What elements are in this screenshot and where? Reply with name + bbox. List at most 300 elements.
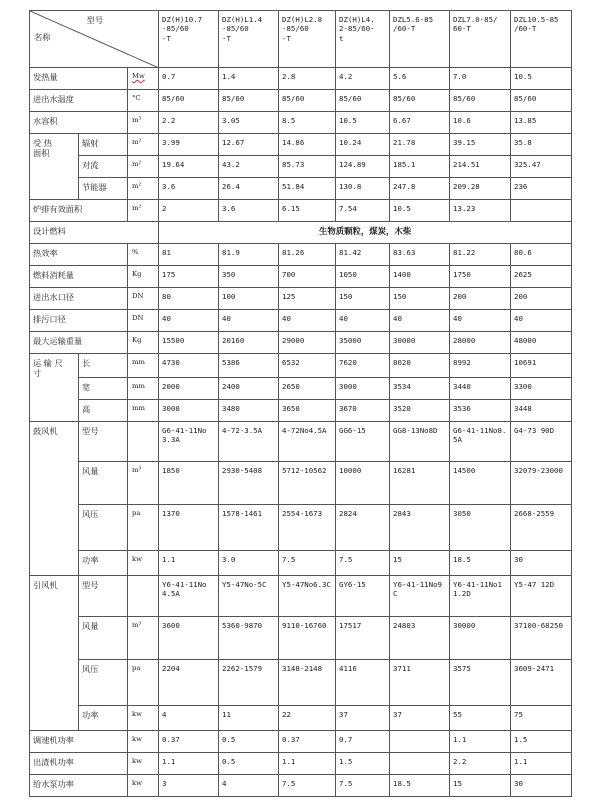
induced_fan-power-row (30, 706, 572, 731)
blower-power-row (30, 551, 572, 576)
blower-model-value: G6-41-11No8.5A (450, 422, 511, 462)
heating_area-economizer-value: 247.8 (390, 178, 450, 200)
drain_diameter-value: 40 (279, 310, 336, 332)
efficiency-value: 81.9 (219, 244, 279, 266)
model-header-line: DZ(H)L2.8 (282, 15, 323, 24)
max_transport_weight-row (30, 332, 572, 354)
slag_remover_power-value: 2.2 (450, 753, 511, 775)
heating_area-radiation-value: 12.67 (219, 134, 279, 156)
efficiency-label: 热效率 (30, 244, 128, 266)
induced_fan-power-value: 37 (336, 706, 390, 731)
slag_remover_power-value: 0.5 (219, 753, 279, 775)
max_transport_weight-label: 最大运输重量 (30, 332, 128, 354)
transport_size-height-value: 3650 (279, 400, 336, 422)
model-header-line: -85/60 (222, 24, 249, 34)
blower-power-value: 7.5 (279, 551, 336, 576)
blower-power-label: 功率 (79, 551, 128, 576)
grate_area-value: 6.15 (279, 200, 336, 222)
efficiency-value: 81 (159, 244, 219, 266)
blower-air_pressure-value: 1370 (159, 505, 219, 551)
heating_area-economizer-value: 51.84 (279, 178, 336, 200)
model-header (511, 11, 572, 68)
induced_fan-power-value: 55 (450, 706, 511, 731)
speed_regulator_power-value: 0.5 (219, 731, 279, 753)
induced_fan-air_pressure-unit: pa (128, 660, 159, 706)
water_volume-value: 10.5 (336, 112, 390, 134)
boiler-spec-table (29, 10, 572, 797)
blower-air_volume-value: 16281 (390, 462, 450, 505)
speed_regulator_power-value: 1.5 (511, 731, 572, 753)
transport_size-length-value: 10691 (511, 354, 572, 378)
fuel_consumption-unit: Kg (128, 266, 159, 288)
model-header-line: -85/60 (282, 24, 309, 34)
heating_area-convection-value: 124.89 (336, 156, 390, 178)
heat_output-value: 2.8 (279, 68, 336, 90)
blower-group-label-line: 鼓风机 (33, 426, 58, 436)
water_temp-value: 85/60 (219, 90, 279, 112)
blower-group-label (30, 422, 79, 576)
drain_diameter-row (30, 310, 572, 332)
grate_area-value: 10.5 (390, 200, 450, 222)
blower-model-unit (128, 422, 159, 462)
induced_fan-power-value: 11 (219, 706, 279, 731)
feed_pump_power-unit: kw (128, 775, 159, 797)
induced_fan-air_pressure-value: 3711 (390, 660, 450, 706)
inlet_outlet_diameter-value: 150 (336, 288, 390, 310)
transport_size-width-label: 宽 (79, 378, 128, 400)
heating_area-convection-unit: m² (128, 156, 159, 178)
fuel_consumption-value: 175 (159, 266, 219, 288)
blower-air_volume-row (30, 462, 572, 505)
model-header-line: /60-T (514, 24, 537, 34)
drain_diameter-value: 40 (450, 310, 511, 332)
efficiency-value: 80.6 (511, 244, 572, 266)
induced_fan-air_pressure-row (30, 660, 572, 706)
model-header-line: -T (222, 33, 231, 43)
induced_fan-model-value: Y5-47No-5C (219, 576, 279, 617)
drain_diameter-value: 40 (219, 310, 279, 332)
water_volume-unit: m³ (128, 112, 159, 134)
induced_fan-model-value: Y5-47 12D (511, 576, 572, 617)
model-header-line: 2-85/60- (339, 24, 375, 34)
heating_area-convection-label: 对流 (79, 156, 128, 178)
max_transport_weight-value: 28000 (450, 332, 511, 354)
grate_area-unit: m² (128, 200, 159, 222)
heating_area-economizer-label: 节能器 (79, 178, 128, 200)
blower-model-value: G6-41-11No3.3A (159, 422, 219, 462)
model-header (219, 11, 279, 68)
heat_output-value: 0.7 (159, 68, 219, 90)
heating_area-radiation-value: 3.99 (159, 134, 219, 156)
model-header (336, 11, 390, 68)
heat_output-value: 5.6 (390, 68, 450, 90)
blower-model-value: G4-73 90D (511, 422, 572, 462)
induced_fan-air_volume-value: 9110-16760 (279, 617, 336, 660)
water_volume-value: 2.2 (159, 112, 219, 134)
grate_area-value (511, 200, 572, 222)
model-header (159, 11, 219, 68)
transport_size-height-label: 高 (79, 400, 128, 422)
induced_fan-air_volume-value: 5360-9870 (219, 617, 279, 660)
induced_fan-air_volume-value: 17517 (336, 617, 390, 660)
transport_size-height-row (30, 400, 572, 422)
transport_size-width-row (30, 378, 572, 400)
induced_fan-air_pressure-value: 3575 (450, 660, 511, 706)
induced_fan-model-row (30, 576, 572, 617)
water_temp-value: 85/60 (159, 90, 219, 112)
water_temp-unit: °C (128, 90, 159, 112)
transport_size-width-value: 3300 (511, 378, 572, 400)
blower-air_volume-value: 1850 (159, 462, 219, 505)
fuel_consumption-value: 1750 (450, 266, 511, 288)
efficiency-value: 81.26 (279, 244, 336, 266)
transport_size-length-unit: mm (128, 354, 159, 378)
drain_diameter-value: 40 (159, 310, 219, 332)
slag_remover_power-value: 1.1 (279, 753, 336, 775)
efficiency-value: 81.42 (336, 244, 390, 266)
water_temp-value: 85/60 (450, 90, 511, 112)
water_volume-value: 3.05 (219, 112, 279, 134)
transport_size-group-label-line: 寸 (33, 368, 42, 379)
max_transport_weight-value: 29000 (279, 332, 336, 354)
transport_size-length-label: 长 (79, 354, 128, 378)
blower-power-value: 7.5 (336, 551, 390, 576)
water_temp-value: 85/60 (279, 90, 336, 112)
induced_fan-air_volume-value: 30000 (450, 617, 511, 660)
header-corner-cell (30, 11, 159, 68)
heating_area-convection-value: 85.73 (279, 156, 336, 178)
header-model-label: 型号 (86, 15, 104, 25)
induced_fan-model-value: Y6-41-11No11.2D (450, 576, 511, 617)
inlet_outlet_diameter-value: 125 (279, 288, 336, 310)
heat_output-value: 7.0 (450, 68, 511, 90)
transport_size-height-value: 3000 (159, 400, 219, 422)
blower-model-label: 型号 (79, 422, 128, 462)
design_fuel-value: 生物质颗粒，煤炭，木柴 (159, 222, 572, 244)
max_transport_weight-value: 30000 (390, 332, 450, 354)
heating_area-economizer-value: 3.6 (159, 178, 219, 200)
water_volume-value: 13.85 (511, 112, 572, 134)
transport_size-height-value: 3448 (511, 400, 572, 422)
slag_remover_power-unit: kw (128, 753, 159, 775)
transport_size-length-value: 4730 (159, 354, 219, 378)
blower-power-value: 1.1 (159, 551, 219, 576)
design_fuel-row (30, 222, 572, 244)
heating_area-economizer-value: 209.28 (450, 178, 511, 200)
header-row (30, 11, 572, 68)
heating_area-radiation-row (30, 134, 572, 156)
water_temp-value: 85/60 (511, 90, 572, 112)
model-header-line: DZL7.0-85/ (453, 15, 498, 24)
blower-air_pressure-label: 风压 (79, 505, 128, 551)
efficiency-unit: % (128, 244, 159, 266)
transport_size-length-value: 6532 (279, 354, 336, 378)
model-header-line: -T (162, 33, 171, 43)
model-header-line: /60-T (393, 24, 416, 34)
heating_area-convection-value: 325.47 (511, 156, 572, 178)
blower-air_pressure-unit: pa (128, 505, 159, 551)
induced_fan-air_pressure-value: 3609-2471 (511, 660, 572, 706)
induced_fan-group-label-line: 引风机 (33, 580, 58, 590)
slag_remover_power-row (30, 753, 572, 775)
heat_output-value: 4.2 (336, 68, 390, 90)
blower-air_pressure-value: 2668-2559 (511, 505, 572, 551)
induced_fan-air_volume-unit: m³ (128, 617, 159, 660)
heat_output-value: 1.4 (219, 68, 279, 90)
transport_size-width-value: 2650 (279, 378, 336, 400)
drain_diameter-value: 40 (511, 310, 572, 332)
heat_output-row (30, 68, 572, 90)
heating_area-radiation-value: 39.15 (450, 134, 511, 156)
model-header-line: DZL5.6-85 (393, 15, 434, 24)
grate_area-row (30, 200, 572, 222)
water_volume-value: 6.67 (390, 112, 450, 134)
induced_fan-power-value: 22 (279, 706, 336, 731)
blower-air_volume-label: 风量 (79, 462, 128, 505)
water_temp-value: 85/60 (336, 90, 390, 112)
feed_pump_power-value: 4 (219, 775, 279, 797)
blower-air_pressure-row (30, 505, 572, 551)
water_temp-value: 85/60 (390, 90, 450, 112)
blower-power-value: 18.5 (450, 551, 511, 576)
transport_size-width-value: 3534 (390, 378, 450, 400)
water_volume-value: 8.5 (279, 112, 336, 134)
model-header (279, 11, 336, 68)
induced_fan-model-label: 型号 (79, 576, 128, 617)
feed_pump_power-value: 15 (450, 775, 511, 797)
induced_fan-air_pressure-value: 4116 (336, 660, 390, 706)
transport_size-length-row (30, 354, 572, 378)
heating_area-radiation-unit: m² (128, 134, 159, 156)
heating_area-economizer-unit: m² (128, 178, 159, 200)
feed_pump_power-value: 7.5 (336, 775, 390, 797)
transport_size-group-label-line: 运 输 尺 (33, 358, 63, 368)
model-header-line: DZ(H)L1.4 (222, 15, 263, 24)
heating_area-convection-value: 43.2 (219, 156, 279, 178)
transport_size-length-value: 7620 (336, 354, 390, 378)
feed_pump_power-value: 3 (159, 775, 219, 797)
fuel_consumption-value: 1050 (336, 266, 390, 288)
grate_area-label: 炉排有效面积 (30, 200, 128, 222)
blower-air_pressure-value: 2824 (336, 505, 390, 551)
fuel_consumption-value: 350 (219, 266, 279, 288)
header-name-label: 名称 (34, 32, 51, 42)
inlet_outlet_diameter-row (30, 288, 572, 310)
induced_fan-air_volume-label: 风量 (79, 617, 128, 660)
efficiency-row (30, 244, 572, 266)
water_temp-row (30, 90, 572, 112)
induced_fan-power-unit: kw (128, 706, 159, 731)
fuel_consumption-label: 燃料消耗量 (30, 266, 128, 288)
speed_regulator_power-value (390, 731, 450, 753)
efficiency-value: 83.63 (390, 244, 450, 266)
transport_size-length-value: 8020 (390, 354, 450, 378)
transport_size-height-value: 3520 (390, 400, 450, 422)
blower-air_volume-value: 2930-5408 (219, 462, 279, 505)
induced_fan-model-value: Y6-41-11No4.5A (159, 576, 219, 617)
model-header-line: 60-T (453, 24, 471, 34)
fuel_consumption-value: 1400 (390, 266, 450, 288)
blower-air_volume-unit: m³ (128, 462, 159, 505)
heating_area-economizer-value: 26.4 (219, 178, 279, 200)
induced_fan-power-value: 75 (511, 706, 572, 731)
blower-power-value: 30 (511, 551, 572, 576)
transport_size-width-unit: mm (128, 378, 159, 400)
inlet_outlet_diameter-value: 80 (159, 288, 219, 310)
heating_area-convection-value: 214.51 (450, 156, 511, 178)
induced_fan-air_volume-value: 37100-68250 (511, 617, 572, 660)
blower-air_volume-value: 32079-23000 (511, 462, 572, 505)
transport_size-length-value: 5386 (219, 354, 279, 378)
max_transport_weight-value: 48000 (511, 332, 572, 354)
induced_fan-power-value: 37 (390, 706, 450, 731)
blower-air_volume-value: 5712-10562 (279, 462, 336, 505)
transport_size-height-value: 3536 (450, 400, 511, 422)
slag_remover_power-label: 出渣机功率 (30, 753, 128, 775)
induced_fan-air_pressure-value: 2262-1579 (219, 660, 279, 706)
speed_regulator_power-value: 1.1 (450, 731, 511, 753)
heating_area-radiation-value: 14.86 (279, 134, 336, 156)
transport_size-group-label (30, 354, 79, 422)
heating_area-group-label-line: 面积 (33, 148, 50, 159)
induced_fan-model-value: GY6-15 (336, 576, 390, 617)
transport_size-height-unit: mm (128, 400, 159, 422)
model-header-line: DZ(H)10.7 (162, 15, 203, 24)
model-header-line: t (339, 33, 344, 43)
induced_fan-group-label (30, 576, 79, 731)
transport_size-width-value: 2400 (219, 378, 279, 400)
speed_regulator_power-row (30, 731, 572, 753)
feed_pump_power-row (30, 775, 572, 797)
blower-model-value: GG6-15 (336, 422, 390, 462)
induced_fan-power-value: 4 (159, 706, 219, 731)
fuel_consumption-value: 2625 (511, 266, 572, 288)
heating_area-radiation-value: 10.24 (336, 134, 390, 156)
speed_regulator_power-label: 调速机功率 (30, 731, 128, 753)
drain_diameter-label: 排污口径 (30, 310, 128, 332)
blower-power-value: 3.0 (219, 551, 279, 576)
drain_diameter-value: 40 (336, 310, 390, 332)
speed_regulator_power-value: 0.37 (159, 731, 219, 753)
heating_area-radiation-value: 35.8 (511, 134, 572, 156)
feed_pump_power-value: 30 (511, 775, 572, 797)
heat_output-value: 10.5 (511, 68, 572, 90)
induced_fan-air_volume-value: 3600 (159, 617, 219, 660)
drain_diameter-unit: DN (128, 310, 159, 332)
heating_area-convection-value: 19.64 (159, 156, 219, 178)
heating_area-group-label (30, 134, 79, 200)
heating_area-convection-row (30, 156, 572, 178)
fuel_consumption-value: 700 (279, 266, 336, 288)
heating_area-radiation-value: 21.78 (390, 134, 450, 156)
design_fuel-label: 设计燃料 (30, 222, 159, 244)
blower-model-value: 4-72-3.5A (219, 422, 279, 462)
heating_area-economizer-row (30, 178, 572, 200)
fuel_consumption-row (30, 266, 572, 288)
blower-model-value: GG8-13No8D (390, 422, 450, 462)
transport_size-width-value: 3440 (450, 378, 511, 400)
induced_fan-model-value: Y5-47No6.3C (279, 576, 336, 617)
inlet_outlet_diameter-unit: DN (128, 288, 159, 310)
induced_fan-air_pressure-value: 3148-2148 (279, 660, 336, 706)
blower-air_volume-value: 10000 (336, 462, 390, 505)
feed_pump_power-value: 7.5 (279, 775, 336, 797)
inlet_outlet_diameter-value: 200 (511, 288, 572, 310)
heating_area-radiation-label: 辐射 (79, 134, 128, 156)
heat_output-unit: Mw (128, 68, 159, 90)
drain_diameter-value: 40 (390, 310, 450, 332)
water_volume-label: 水容积 (30, 112, 128, 134)
transport_size-height-value: 3670 (336, 400, 390, 422)
speed_regulator_power-value: 0.37 (279, 731, 336, 753)
induced_fan-power-label: 功率 (79, 706, 128, 731)
model-header (450, 11, 511, 68)
blower-air_pressure-value: 2843 (390, 505, 450, 551)
feed_pump_power-label: 给水泵功率 (30, 775, 128, 797)
heating_area-convection-value: 185.1 (390, 156, 450, 178)
transport_size-width-value: 2000 (159, 378, 219, 400)
blower-model-value: 4-72No4.5A (279, 422, 336, 462)
grate_area-value: 2 (159, 200, 219, 222)
inlet_outlet_diameter-value: 150 (390, 288, 450, 310)
blower-power-value: 15 (390, 551, 450, 576)
slag_remover_power-value: 1.1 (511, 753, 572, 775)
model-header (390, 11, 450, 68)
heating_area-economizer-value: 236 (511, 178, 572, 200)
max_transport_weight-value: 35000 (336, 332, 390, 354)
slag_remover_power-value: 1.5 (336, 753, 390, 775)
heating_area-economizer-value: 130.8 (336, 178, 390, 200)
heating_area-group-label-line: 受 热 (33, 138, 52, 148)
model-header-line: DZ(H)L4. (339, 15, 375, 24)
model-header-line: -85/60 (162, 24, 189, 34)
induced_fan-air_pressure-value: 2204 (159, 660, 219, 706)
transport_size-height-value: 3480 (219, 400, 279, 422)
blower-model-row (30, 422, 572, 462)
blower-air_pressure-value: 1578-1461 (219, 505, 279, 551)
feed_pump_power-value: 18.5 (390, 775, 450, 797)
induced_fan-model-unit (128, 576, 159, 617)
induced_fan-model-value: Y6-41-11No9C (390, 576, 450, 617)
blower-air_pressure-value: 3050 (450, 505, 511, 551)
water_temp-label: 进出水温度 (30, 90, 128, 112)
max_transport_weight-value: 15500 (159, 332, 219, 354)
speed_regulator_power-value: 0.7 (336, 731, 390, 753)
transport_size-length-value: 8992 (450, 354, 511, 378)
blower-power-unit: kw (128, 551, 159, 576)
max_transport_weight-value: 20160 (219, 332, 279, 354)
inlet_outlet_diameter-value: 100 (219, 288, 279, 310)
water_volume-row (30, 112, 572, 134)
induced_fan-air_volume-row (30, 617, 572, 660)
grate_area-value: 13.23 (450, 200, 511, 222)
heat_output-label: 发热量 (30, 68, 128, 90)
induced_fan-air_volume-value: 24803 (390, 617, 450, 660)
efficiency-value: 81.22 (450, 244, 511, 266)
speed_regulator_power-unit: kw (128, 731, 159, 753)
slag_remover_power-value: 1.1 (159, 753, 219, 775)
blower-air_volume-value: 14500 (450, 462, 511, 505)
slag_remover_power-value (390, 753, 450, 775)
transport_size-width-value: 3000 (336, 378, 390, 400)
model-header-line: -T (282, 33, 291, 43)
max_transport_weight-unit: Kg (128, 332, 159, 354)
blower-air_pressure-value: 2554-1673 (279, 505, 336, 551)
grate_area-value: 3.6 (219, 200, 279, 222)
model-header-line: DZL10.5-85 (514, 15, 559, 24)
water_volume-value: 10.6 (450, 112, 511, 134)
grate_area-value: 7.54 (336, 200, 390, 222)
